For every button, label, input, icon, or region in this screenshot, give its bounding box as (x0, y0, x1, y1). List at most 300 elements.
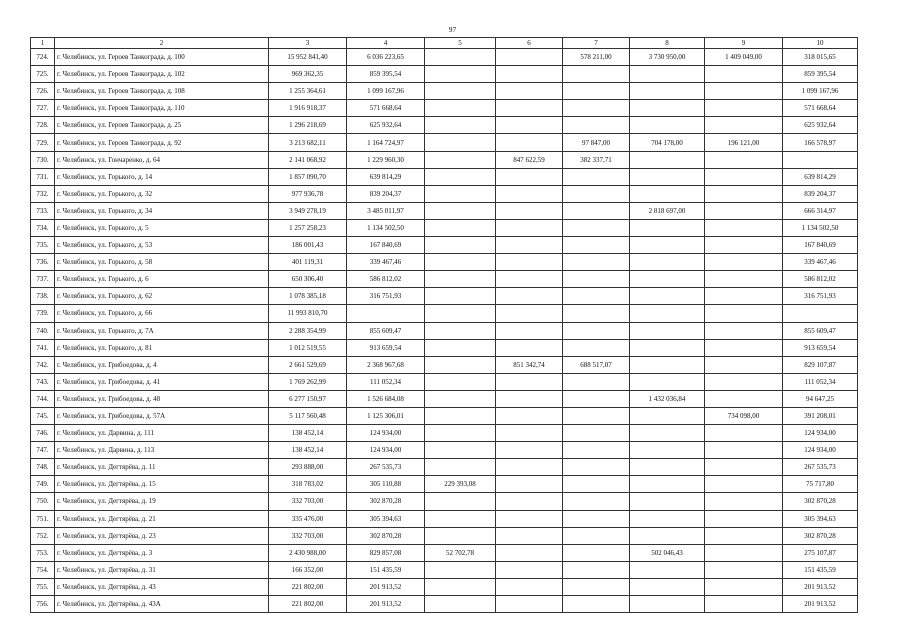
amount-cell (563, 407, 630, 424)
table-row (31, 596, 858, 613)
amount-cell: 3 213 682,11 (269, 134, 347, 151)
amount-cell (496, 100, 563, 117)
amount-cell: 688 517,07 (563, 356, 630, 373)
table-row (31, 339, 858, 356)
table-row (31, 476, 858, 493)
amount-cell: 151 435,59 (783, 561, 858, 578)
header-row (31, 38, 858, 49)
amount-cell (425, 356, 496, 373)
row-number: 749. (31, 476, 55, 493)
amount-cell: 196 121,00 (705, 134, 783, 151)
table-row (31, 202, 858, 219)
amount-cell (425, 134, 496, 151)
amount-cell (705, 117, 783, 134)
amount-cell: 318 015,65 (783, 49, 858, 66)
amount-cell (496, 271, 563, 288)
amount-cell (496, 83, 563, 100)
amount-cell: 977 936,78 (269, 185, 347, 202)
column-header: 9 (705, 38, 783, 49)
amount-cell (425, 254, 496, 271)
amount-cell (563, 322, 630, 339)
amount-cell: 201 913,52 (783, 578, 858, 595)
row-number: 736. (31, 254, 55, 271)
amount-cell (425, 339, 496, 356)
address-cell: г. Челябинск, ул. Горького, д. 6 (55, 271, 269, 288)
amount-cell: 969 362,35 (269, 66, 347, 83)
amount-cell: 704 178,00 (630, 134, 705, 151)
table-row (31, 356, 858, 373)
amount-cell (425, 493, 496, 510)
amount-cell: 335 476,00 (269, 510, 347, 527)
amount-cell: 302 870,28 (347, 493, 425, 510)
amount-cell (563, 459, 630, 476)
amount-cell: 97 847,00 (563, 134, 630, 151)
address-cell: г. Челябинск, ул. Героев Танкограда, д. 110 (55, 100, 269, 117)
amount-cell: 1 296 218,69 (269, 117, 347, 134)
amount-cell (496, 254, 563, 271)
table-row (31, 219, 858, 236)
amount-cell (630, 151, 705, 168)
amount-cell: 571 668,64 (783, 100, 858, 117)
amount-cell: 201 913,52 (783, 596, 858, 613)
amount-cell: 124 934,00 (347, 442, 425, 459)
table-row (31, 185, 858, 202)
amount-cell (783, 305, 858, 322)
amount-cell: 859 395,54 (783, 66, 858, 83)
row-number: 744. (31, 390, 55, 407)
row-number: 729. (31, 134, 55, 151)
table-row (31, 578, 858, 595)
address-cell: г. Челябинск, ул. Дегтярёва, д. 43 (55, 578, 269, 595)
address-cell: г. Челябинск, ул. Горького, д. 81 (55, 339, 269, 356)
row-number: 742. (31, 356, 55, 373)
address-cell: г. Челябинск, ул. Героев Танкограда, д. 92 (55, 134, 269, 151)
amount-cell (705, 596, 783, 613)
amount-cell (705, 425, 783, 442)
amount-cell: 316 751,93 (347, 288, 425, 305)
amount-cell: 94 647,25 (783, 390, 858, 407)
amount-cell (630, 254, 705, 271)
amount-cell (496, 442, 563, 459)
amount-cell: 502 046,43 (630, 544, 705, 561)
amount-cell (630, 356, 705, 373)
row-number: 731. (31, 168, 55, 185)
table-row (31, 151, 858, 168)
amount-cell (425, 219, 496, 236)
amount-cell: 15 952 841,40 (269, 49, 347, 66)
table-row (31, 544, 858, 561)
table-row (31, 322, 858, 339)
amount-cell (496, 425, 563, 442)
table-row (31, 305, 858, 322)
column-header: 7 (563, 38, 630, 49)
amount-cell: 839 204,37 (347, 185, 425, 202)
table-row (31, 254, 858, 271)
amount-cell (425, 168, 496, 185)
amount-cell: 3 949 278,19 (269, 202, 347, 219)
row-number: 733. (31, 202, 55, 219)
address-cell: г. Челябинск, ул. Дегтярёва, д. 15 (55, 476, 269, 493)
amount-cell: 221 802,00 (269, 578, 347, 595)
amount-cell (425, 151, 496, 168)
amount-cell (705, 561, 783, 578)
amount-cell (425, 442, 496, 459)
amount-cell (425, 185, 496, 202)
amount-cell: 267 535,73 (347, 459, 425, 476)
table-row (31, 407, 858, 424)
table-row (31, 66, 858, 83)
amount-cell: 275 107,87 (783, 544, 858, 561)
amount-cell (425, 305, 496, 322)
amount-cell: 625 932,64 (783, 117, 858, 134)
amount-cell (425, 527, 496, 544)
amount-cell (496, 134, 563, 151)
row-number: 754. (31, 561, 55, 578)
amount-cell (496, 219, 563, 236)
amount-cell (425, 237, 496, 254)
address-cell: г. Челябинск, ул. Дегтярёва, д. 21 (55, 510, 269, 527)
address-cell: г. Челябинск, ул. Дегтярёва, д. 23 (55, 527, 269, 544)
amount-cell: 650 306,40 (269, 271, 347, 288)
address-cell: г. Челябинск, ул. Дарвина, д. 111 (55, 425, 269, 442)
data-table (30, 37, 858, 613)
row-number: 735. (31, 237, 55, 254)
amount-cell (496, 510, 563, 527)
address-cell: г. Челябинск, ул. Горького, д. 53 (55, 237, 269, 254)
amount-cell (705, 578, 783, 595)
amount-cell: 571 668,64 (347, 100, 425, 117)
amount-cell: 6 277 150,97 (269, 390, 347, 407)
amount-cell (496, 578, 563, 595)
amount-cell: 293 888,00 (269, 459, 347, 476)
amount-cell (630, 578, 705, 595)
amount-cell: 625 932,64 (347, 117, 425, 134)
amount-cell: 1 099 167,96 (347, 83, 425, 100)
amount-cell (563, 339, 630, 356)
amount-cell (425, 561, 496, 578)
row-number: 756. (31, 596, 55, 613)
amount-cell: 639 814,29 (783, 168, 858, 185)
amount-cell: 913 659,54 (783, 339, 858, 356)
amount-cell (563, 288, 630, 305)
address-cell: г. Челябинск, ул. Грибоедова, д. 57А (55, 407, 269, 424)
amount-cell (563, 476, 630, 493)
table-row (31, 425, 858, 442)
amount-cell (425, 100, 496, 117)
address-cell: г. Челябинск, ул. Героев Танкограда, д. 25 (55, 117, 269, 134)
amount-cell: 302 870,28 (783, 527, 858, 544)
amount-cell: 302 870,28 (783, 493, 858, 510)
column-header: 3 (269, 38, 347, 49)
amount-cell (425, 407, 496, 424)
amount-cell (496, 237, 563, 254)
amount-cell (630, 373, 705, 390)
amount-cell: 302 870,28 (347, 527, 425, 544)
amount-cell (705, 476, 783, 493)
amount-cell: 2 141 068,92 (269, 151, 347, 168)
amount-cell: 734 098,00 (705, 407, 783, 424)
amount-cell: 11 993 810,70 (269, 305, 347, 322)
amount-cell (563, 561, 630, 578)
row-number: 746. (31, 425, 55, 442)
amount-cell (496, 527, 563, 544)
amount-cell (563, 527, 630, 544)
address-cell: г. Челябинск, ул. Дегтярёва, д. 3 (55, 544, 269, 561)
amount-cell (563, 117, 630, 134)
amount-cell (425, 578, 496, 595)
address-cell: г. Челябинск, ул. Дарвина, д. 113 (55, 442, 269, 459)
address-cell: г. Челябинск, ул. Грибоедова, д. 41 (55, 373, 269, 390)
amount-cell: 586 812,02 (347, 271, 425, 288)
amount-cell (705, 185, 783, 202)
amount-cell (425, 390, 496, 407)
row-number: 751. (31, 510, 55, 527)
amount-cell (496, 49, 563, 66)
row-number: 748. (31, 459, 55, 476)
row-number: 727. (31, 100, 55, 117)
amount-cell (630, 407, 705, 424)
amount-cell: 829 857,08 (347, 544, 425, 561)
address-cell: г. Челябинск, ул. Дегтярёва, д. 19 (55, 493, 269, 510)
amount-cell (705, 305, 783, 322)
amount-cell (496, 305, 563, 322)
amount-cell: 578 211,00 (563, 49, 630, 66)
amount-cell (496, 373, 563, 390)
amount-cell (425, 49, 496, 66)
amount-cell (496, 66, 563, 83)
amount-cell (496, 168, 563, 185)
row-number: 739. (31, 305, 55, 322)
amount-cell (630, 117, 705, 134)
amount-cell: 332 703,00 (269, 493, 347, 510)
amount-cell: 124 934,00 (783, 425, 858, 442)
amount-cell (425, 271, 496, 288)
amount-cell: 167 840,69 (783, 237, 858, 254)
amount-cell (630, 168, 705, 185)
amount-cell (630, 561, 705, 578)
amount-cell: 382 337,71 (563, 151, 630, 168)
amount-cell: 829 107,87 (783, 356, 858, 373)
amount-cell: 229 393,08 (425, 476, 496, 493)
amount-cell (705, 168, 783, 185)
amount-cell: 1 409 049,00 (705, 49, 783, 66)
amount-cell: 639 814,29 (347, 168, 425, 185)
amount-cell: 332 703,00 (269, 527, 347, 544)
amount-cell (630, 66, 705, 83)
row-number: 734. (31, 219, 55, 236)
table-row (31, 49, 858, 66)
row-number: 732. (31, 185, 55, 202)
address-cell: г. Челябинск, ул. Горького, д. 58 (55, 254, 269, 271)
row-number: 743. (31, 373, 55, 390)
amount-cell: 851 342,74 (496, 356, 563, 373)
amount-cell (630, 100, 705, 117)
amount-cell: 166 352,00 (269, 561, 347, 578)
amount-cell (705, 288, 783, 305)
amount-cell (425, 322, 496, 339)
table-row (31, 271, 858, 288)
amount-cell (496, 476, 563, 493)
amount-cell (705, 100, 783, 117)
row-number: 745. (31, 407, 55, 424)
amount-cell (563, 510, 630, 527)
amount-cell: 1 229 960,30 (347, 151, 425, 168)
table-row (31, 527, 858, 544)
amount-cell: 3 485 011,97 (347, 202, 425, 219)
table-row (31, 100, 858, 117)
amount-cell: 2 818 697,00 (630, 202, 705, 219)
amount-cell (563, 219, 630, 236)
amount-cell: 316 751,93 (783, 288, 858, 305)
row-number: 753. (31, 544, 55, 561)
amount-cell: 124 934,00 (347, 425, 425, 442)
amount-cell: 1 012 519,55 (269, 339, 347, 356)
address-cell: г. Челябинск, ул. Горького, д. 7А (55, 322, 269, 339)
amount-cell: 201 913,52 (347, 578, 425, 595)
amount-cell (705, 202, 783, 219)
amount-cell: 1 134 502,50 (783, 219, 858, 236)
amount-cell (705, 510, 783, 527)
amount-cell (630, 527, 705, 544)
amount-cell (630, 459, 705, 476)
amount-cell (705, 219, 783, 236)
amount-cell (705, 459, 783, 476)
amount-cell (425, 83, 496, 100)
address-cell: г. Челябинск, ул. Грибоедова, д. 48 (55, 390, 269, 407)
amount-cell (563, 237, 630, 254)
amount-cell: 305 394,63 (783, 510, 858, 527)
amount-cell (705, 271, 783, 288)
amount-cell (705, 527, 783, 544)
amount-cell: 339 467,46 (347, 254, 425, 271)
amount-cell (563, 66, 630, 83)
amount-cell (630, 185, 705, 202)
column-header: 6 (496, 38, 563, 49)
amount-cell (705, 356, 783, 373)
address-cell: г. Челябинск, ул. Горького, д. 5 (55, 219, 269, 236)
amount-cell (563, 83, 630, 100)
amount-cell (425, 596, 496, 613)
amount-cell (563, 254, 630, 271)
amount-cell (705, 151, 783, 168)
amount-cell (705, 339, 783, 356)
amount-cell (425, 288, 496, 305)
amount-cell: 138 452,14 (269, 425, 347, 442)
amount-cell: 186 001,43 (269, 237, 347, 254)
amount-cell: 1 164 724,97 (347, 134, 425, 151)
amount-cell (563, 305, 630, 322)
column-header: 1 (31, 38, 55, 49)
row-number: 728. (31, 117, 55, 134)
amount-cell: 305 110,88 (347, 476, 425, 493)
amount-cell (630, 83, 705, 100)
amount-cell (630, 322, 705, 339)
amount-cell (630, 237, 705, 254)
amount-cell (425, 510, 496, 527)
amount-cell: 1 857 090,70 (269, 168, 347, 185)
amount-cell (705, 373, 783, 390)
amount-cell (496, 185, 563, 202)
address-cell: г. Челябинск, ул. Горького, д. 14 (55, 168, 269, 185)
row-number: 750. (31, 493, 55, 510)
amount-cell: 318 783,02 (269, 476, 347, 493)
address-cell: г. Челябинск, ул. Героев Танкограда, д. 100 (55, 49, 269, 66)
table-row (31, 459, 858, 476)
amount-cell (630, 493, 705, 510)
amount-cell (563, 425, 630, 442)
amount-cell (563, 373, 630, 390)
table-row (31, 373, 858, 390)
amount-cell (496, 561, 563, 578)
amount-cell: 138 452,14 (269, 442, 347, 459)
amount-cell: 166 578,97 (783, 134, 858, 151)
amount-cell (630, 271, 705, 288)
amount-cell: 1 255 364,61 (269, 83, 347, 100)
amount-cell: 913 659,54 (347, 339, 425, 356)
amount-cell (630, 339, 705, 356)
column-header: 2 (55, 38, 269, 49)
amount-cell: 2 430 988,00 (269, 544, 347, 561)
amount-cell: 1 125 306,01 (347, 407, 425, 424)
amount-cell (496, 288, 563, 305)
amount-cell: 1 134 502,50 (347, 219, 425, 236)
amount-cell: 1 078 385,18 (269, 288, 347, 305)
address-cell: г. Челябинск, ул. Горького, д. 34 (55, 202, 269, 219)
table-row (31, 83, 858, 100)
amount-cell (705, 442, 783, 459)
amount-cell (630, 510, 705, 527)
table-row (31, 288, 858, 305)
table-row (31, 510, 858, 527)
amount-cell (563, 202, 630, 219)
amount-cell (705, 66, 783, 83)
row-number: 737. (31, 271, 55, 288)
amount-cell (630, 476, 705, 493)
amount-cell: 1 257 258,23 (269, 219, 347, 236)
column-header: 8 (630, 38, 705, 49)
amount-cell: 401 119,31 (269, 254, 347, 271)
amount-cell (563, 390, 630, 407)
amount-cell: 666 314,97 (783, 202, 858, 219)
address-cell: г. Челябинск, ул. Дегтярёва, д. 31 (55, 561, 269, 578)
address-cell: г. Челябинск, ул. Гончаренко, д. 64 (55, 151, 269, 168)
table-row (31, 168, 858, 185)
amount-cell: 391 208,01 (783, 407, 858, 424)
amount-cell (563, 578, 630, 595)
address-cell: г. Челябинск, ул. Героев Танкограда, д. 108 (55, 83, 269, 100)
amount-cell (563, 544, 630, 561)
address-cell: г. Челябинск, ул. Горького, д. 66 (55, 305, 269, 322)
row-number: 741. (31, 339, 55, 356)
amount-cell (563, 100, 630, 117)
amount-cell (425, 66, 496, 83)
address-cell: г. Челябинск, ул. Дегтярёва, д. 11 (55, 459, 269, 476)
amount-cell: 2 288 354,99 (269, 322, 347, 339)
amount-cell (563, 493, 630, 510)
amount-cell (630, 442, 705, 459)
amount-cell: 151 435,59 (347, 561, 425, 578)
amount-cell: 1 769 262,99 (269, 373, 347, 390)
amount-cell: 339 467,46 (783, 254, 858, 271)
row-number: 730. (31, 151, 55, 168)
row-number: 724. (31, 49, 55, 66)
amount-cell (563, 168, 630, 185)
amount-cell: 167 840,69 (347, 237, 425, 254)
row-number: 740. (31, 322, 55, 339)
amount-cell: 2 661 529,69 (269, 356, 347, 373)
amount-cell (496, 322, 563, 339)
column-header: 10 (783, 38, 858, 49)
